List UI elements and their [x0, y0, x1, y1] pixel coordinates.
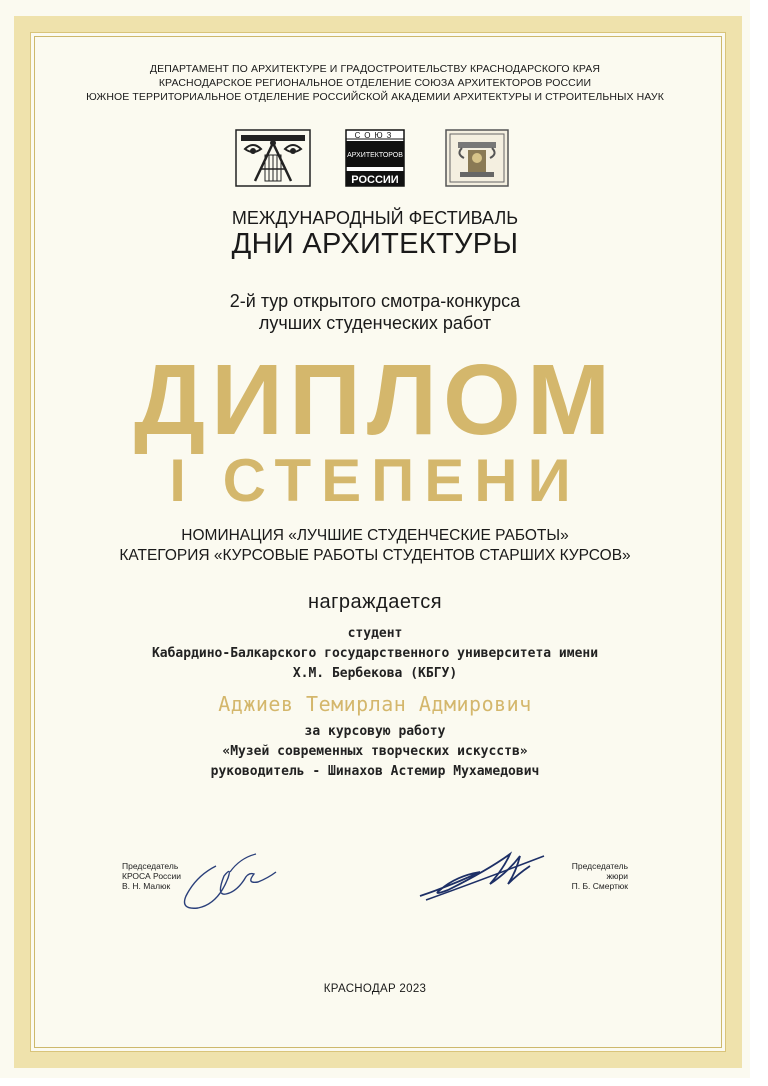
for-work-label: за курсовую работу	[304, 724, 446, 739]
right-signatory-role: жюри	[606, 871, 628, 881]
organizer-header	[0, 62, 750, 104]
recipient-role: студент	[347, 626, 403, 641]
left-signature	[178, 852, 278, 914]
left-signatory-org: КРОСА России	[122, 871, 182, 881]
awarded-label: награждается	[307, 591, 443, 613]
diploma-degree: I СТЕПЕНИ	[169, 447, 581, 514]
union-logo-text-mid: АРХИТЕКТОРОВ	[347, 152, 403, 159]
university-line-1: Кабардино-Балкарского государственного университета имени	[151, 646, 599, 661]
recipient-affiliation	[0, 624, 750, 684]
work-title: «Музей современных творческих искусств»	[222, 744, 528, 759]
supervisor-line: руководитель - Шинахов Астемир Мухамедович	[210, 764, 540, 779]
city-year: КРАСНОДАР 2023	[323, 983, 427, 995]
right-signature	[416, 842, 552, 904]
right-signatory-name: П. Б. Смертюк	[571, 881, 628, 891]
contest-description	[0, 290, 750, 334]
union-of-architects-logo	[337, 128, 413, 188]
nomination-line: НОМИНАЦИЯ «ЛУЧШИЕ СТУДЕНЧЕСКИЕ РАБОТЫ»	[181, 527, 569, 544]
diploma-title: ДИПЛОМ	[133, 344, 617, 456]
category-line: КАТЕГОРИЯ «КУРСОВЫЕ РАБОТЫ СТУДЕНТОВ СТАРШИХ КУРСОВ»	[119, 547, 631, 564]
festival-subtitle: МЕЖДУНАРОДНЫЙ ФЕСТИВАЛЬ	[231, 208, 519, 228]
right-signatory-title: Председатель	[571, 861, 628, 871]
festival-title: ДНИ АРХИТЕКТУРЫ	[231, 228, 519, 260]
union-logo-text-bottom: РОССИИ	[351, 174, 399, 186]
left-signatory-title: Председатель	[122, 861, 179, 871]
left-signatory-name: В. Н. Малюк	[122, 881, 171, 891]
union-logo-text-top: СОЮЗ	[354, 131, 396, 140]
logo-row	[0, 128, 750, 188]
academy-emblem-logo	[439, 128, 515, 188]
organizer-line-2: КРАСНОДАРСКОЕ РЕГИОНАЛЬНОЕ ОТДЕЛЕНИЕ СОЮЗА АРХИТЕКТОРОВ РОССИИ	[158, 77, 592, 89]
contest-line-1: 2-й тур открытого смотра-конкурса	[229, 291, 521, 311]
contest-line-2: лучших студенческих работ	[258, 313, 492, 333]
architecture-column-compass-logo	[235, 128, 311, 188]
recipient-name: Аджиев Темирлан Адмирович	[218, 692, 532, 716]
work-details	[0, 722, 750, 782]
organizer-line-3: ЮЖНОЕ ТЕРРИТОРИАЛЬНОЕ ОТДЕЛЕНИЕ РОССИЙСКОЙ АКАДЕМИИ АРХИТЕКТУРЫ И СТРОИТЕЛЬНЫХ НАУК	[86, 91, 664, 103]
left-signatory	[122, 861, 181, 891]
nomination-block	[0, 526, 750, 566]
university-line-2: Х.М. Бербекова (КБГУ)	[292, 666, 458, 681]
right-signatory	[548, 861, 628, 891]
organizer-line-1: ДЕПАРТАМЕНТ ПО АРХИТЕКТУРЕ И ГРАДОСТРОИТЕЛЬСТВУ КРАСНОДАРСКОГО КРАЯ	[149, 63, 601, 75]
